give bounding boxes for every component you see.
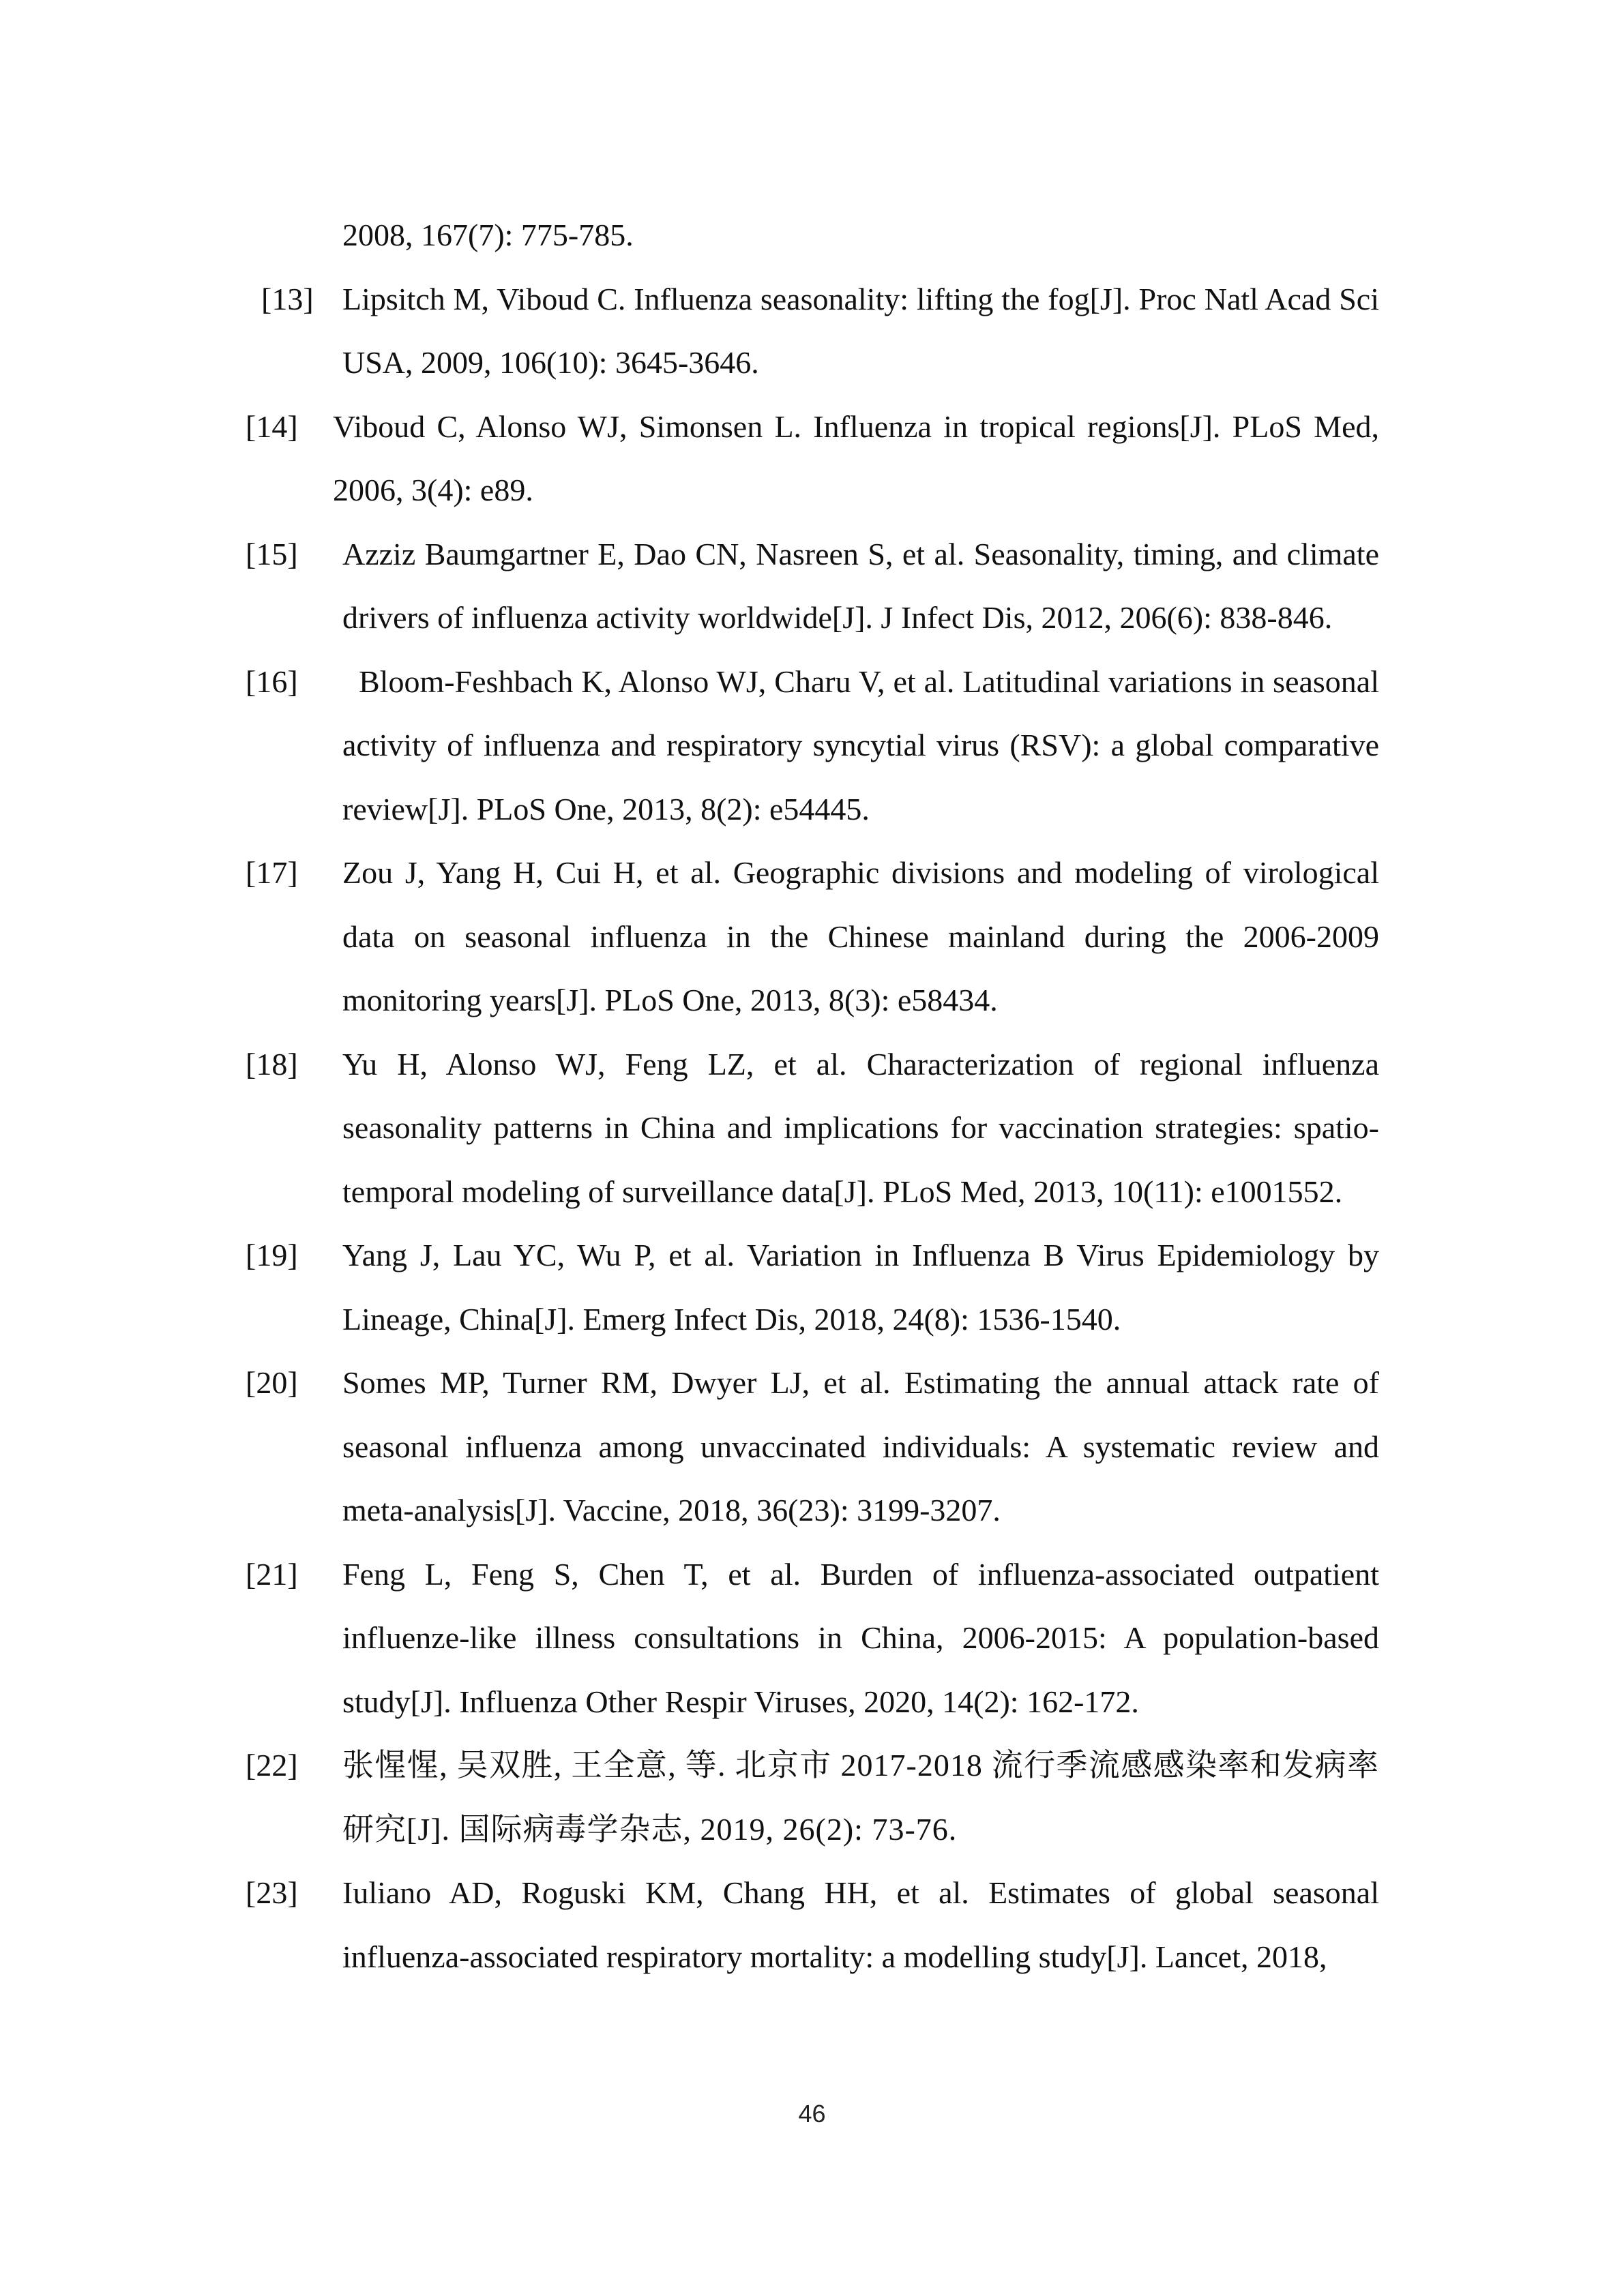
reference-item	[0, 1733, 1624, 1861]
reference-item	[0, 203, 1624, 267]
reference-number: [16]	[246, 664, 298, 699]
reference-number: [13]	[261, 281, 314, 316]
reference-item	[0, 650, 1624, 841]
reference-number: [22]	[246, 1748, 298, 1783]
reference-text: Bloom-Feshbach K, Alonso WJ, Charu V, et al. Latitudinal variations in seasonal activity of influenza and respiratory syncytial virus (RSV): a global comparative review[J]. PLoS One, 2013, 8(2): e54445.	[342, 664, 1379, 826]
reference-text: 2008, 167(7): 775-785.	[342, 218, 634, 252]
reference-item	[0, 1861, 1624, 1988]
reference-text: Yang J, Lau YC, Wu P, et al. Variation in Influenza B Virus Epidemiology by Lineage, China[J]. Emerg Infect Dis, 2018, 24(8): 1536-1540.	[342, 1238, 1379, 1337]
reference-item	[0, 841, 1624, 1032]
reference-text: Somes MP, Turner RM, Dwyer LJ, et al. Estimating the annual attack rate of seasonal influenza among unvaccinated individuals: A systematic review and meta-analysis[J]. Vaccine, 2018, 36(23): 3199-3207.	[342, 1365, 1379, 1527]
reference-number: [20]	[246, 1365, 298, 1400]
reference-text: Zou J, Yang H, Cui H, et al. Geographic divisions and modeling of virological data on seasonal influenza in the Chinese mainland during the 2006-2009 monitoring years[J]. PLoS One, 2013, 8(3): e58434.	[342, 855, 1379, 1017]
reference-text: Lipsitch M, Viboud C. Influenza seasonality: lifting the fog[J]. Proc Natl Acad Sci USA, 2009, 106(10): 3645-3646.	[342, 281, 1379, 380]
reference-text: Feng L, Feng S, Chen T, et al. Burden of influenza-associated outpatient influenze-like illness consultations in China, 2006-2015: A population-based study[J]. Influenza Other Respir Viruses, 2020, 14(2): 162-172.	[342, 1556, 1379, 1719]
reference-number: [19]	[246, 1238, 298, 1272]
reference-text: Yu H, Alonso WJ, Feng LZ, et al. Characterization of regional influenza seasonality patterns in China and implications for vaccination strategies: spatio-temporal modeling of surveillance data[J]. PLoS Med, 2013, 10(11): e1001552.	[342, 1046, 1379, 1209]
reference-item	[0, 1542, 1624, 1734]
reference-text: Iuliano AD, Roguski KM, Chang HH, et al. Estimates of global seasonal influenza-associated respiratory mortality: a modelling study[J]. Lancet, 2018,	[342, 1875, 1379, 1974]
reference-number: [23]	[246, 1875, 298, 1910]
reference-number: [17]	[246, 855, 298, 890]
reference-number: [18]	[246, 1046, 298, 1082]
reference-item	[0, 1351, 1624, 1542]
reference-item	[0, 267, 1624, 395]
reference-number: [15]	[246, 536, 298, 571]
page-number: 46	[798, 2100, 826, 2128]
reference-number: [14]	[246, 408, 298, 444]
reference-item	[0, 395, 1624, 522]
reference-number: [21]	[246, 1556, 298, 1592]
reference-text: Viboud C, Alonso WJ, Simonsen L. Influenza in tropical regions[J]. PLoS Med, 2006, 3(4): e89.	[333, 408, 1379, 507]
reference-list	[0, 203, 1624, 1988]
reference-item	[0, 1032, 1624, 1224]
reference-text: Azziz Baumgartner E, Dao CN, Nasreen S, et al. Seasonality, timing, and climate drivers of influenza activity worldwide[J]. J Infect Dis, 2012, 206(6): 838-846.	[342, 536, 1379, 635]
reference-item	[0, 1223, 1624, 1351]
reference-item	[0, 522, 1624, 650]
reference-text: 张惺惺, 吴双胜, 王全意, 等. 北京市 2017-2018 流行季流感感染率和发病率研究[J]. 国际病毒学杂志, 2019, 26(2): 73-76.	[342, 1748, 1379, 1847]
